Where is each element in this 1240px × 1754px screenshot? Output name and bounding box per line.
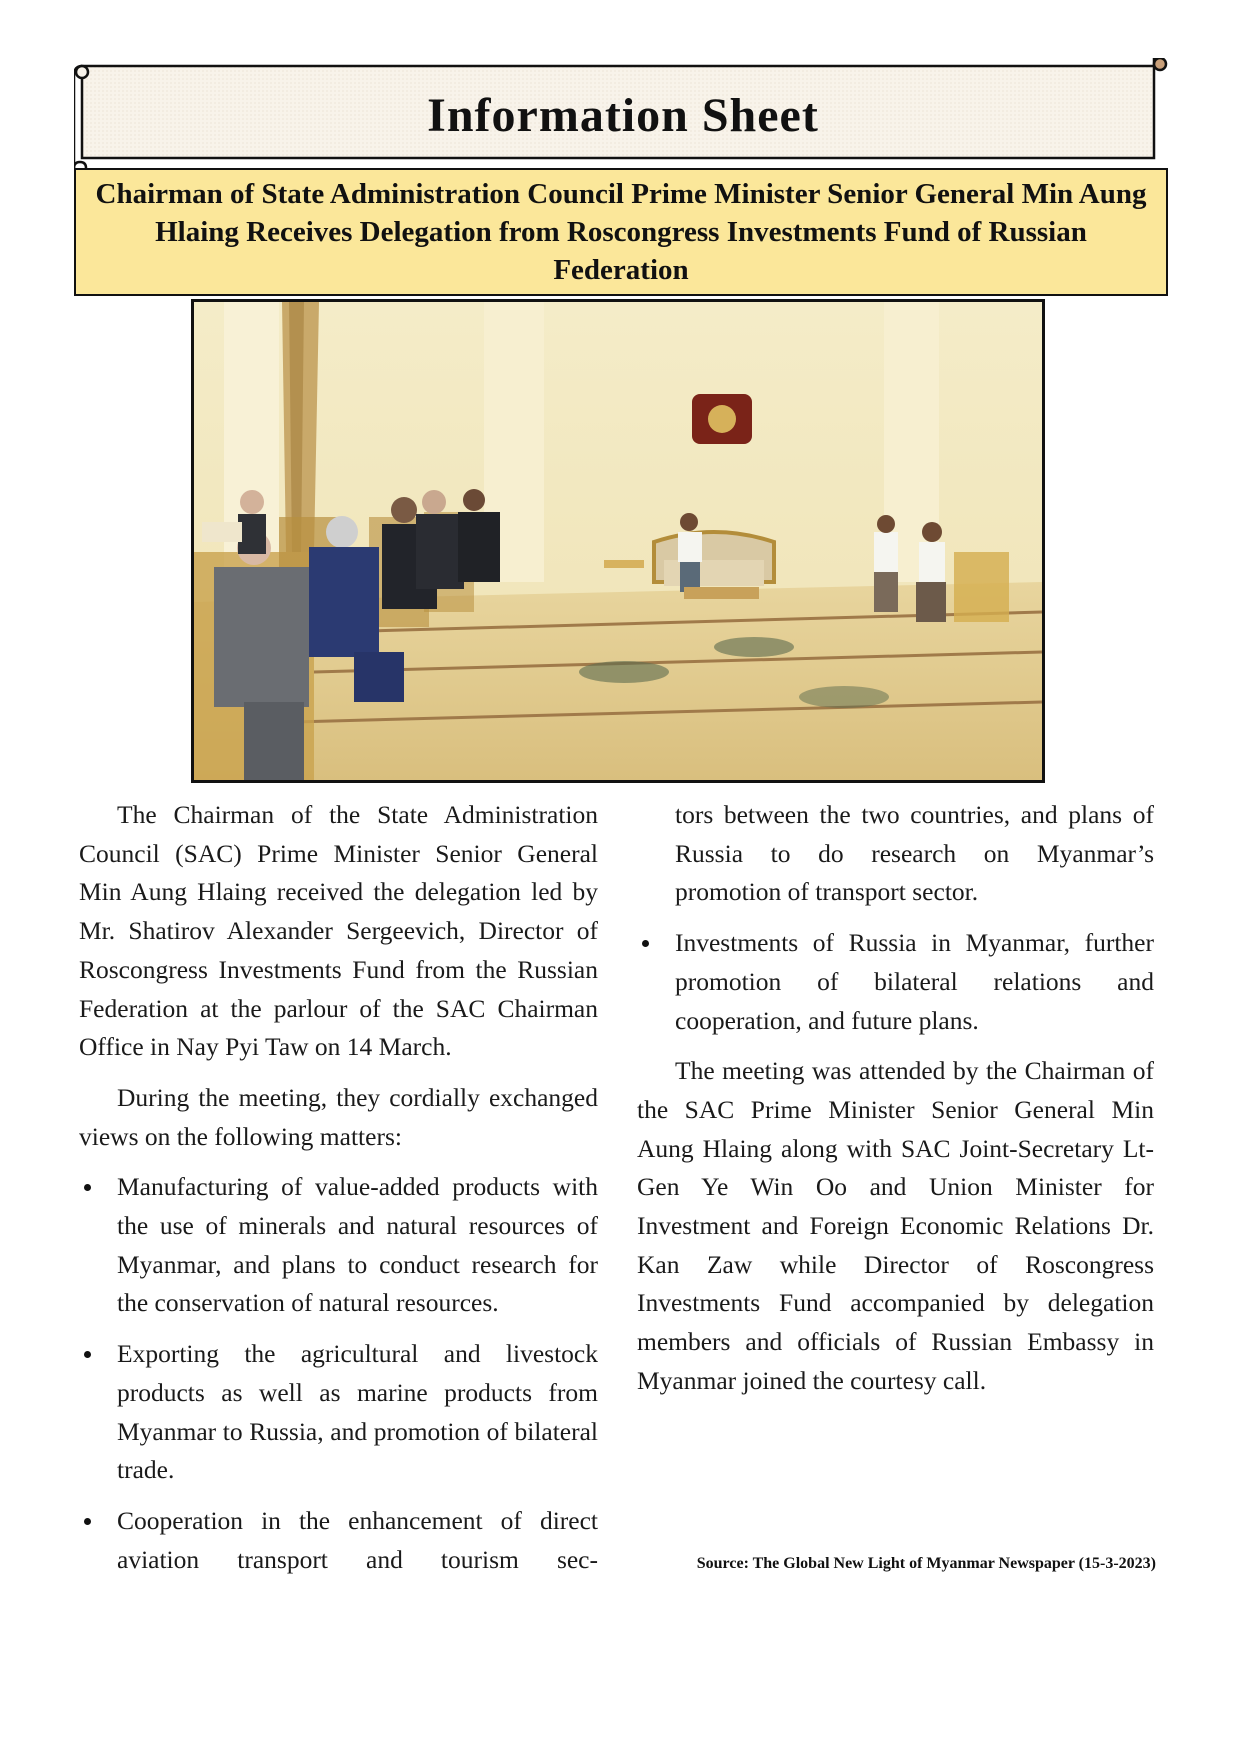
meeting-photo: [191, 299, 1045, 783]
title-banner: [74, 58, 1172, 168]
left-column: [79, 796, 598, 1591]
list-item: Investments of Russia in Myanmar, further promotion of bilateral relations and cooperation, and future plans.: [637, 924, 1154, 1040]
source-citation: Source: The Global New Light of Myanmar Newspaper (15-3-2023): [696, 1555, 1156, 1572]
right-column: [637, 796, 1154, 1413]
matters-list-continued: [637, 924, 1154, 1040]
list-item-continuation: tors between the two countries, and plans of Russia to do research on Myanmar’s promotion of transport sector.: [675, 800, 1154, 907]
page-title: Information Sheet: [427, 89, 819, 142]
matters-list: [79, 1168, 598, 1579]
headline-box: [74, 168, 1168, 296]
attendance-paragraph: The meeting was attended by the Chairman of the SAC Prime Minister Senior General Min Aung Hlaing along with SAC Joint-Secretary Lt-Gen Ye Win Oo and Union Minister for Investment and Foreign Economic Relations Dr. Kan Zaw while Director of Roscongress Investments Fund accompanied by delegation members and officials of Russian Embassy in Myanmar joined the courtesy call.: [637, 1056, 1154, 1395]
matters-intro-paragraph: During the meeting, they cordially exchanged views on the following matters:: [79, 1082, 598, 1151]
intro-paragraph: The Chairman of the State Administration Council (SAC) Prime Minister Senior General Min Aung Hlaing received the delegation led by Mr. Shatirov Alexander Sergeevich, Director of Roscongress Investments Fund from the Russian Federation at the parlour of the SAC Chairman Office in Nay Pyi Taw on 14 March.: [79, 800, 598, 1062]
list-item: Manufacturing of value-added products with the use of minerals and natural resources of Myanmar, and plans to conduct research for the conservation of natural resources.: [79, 1168, 598, 1323]
list-item: Exporting the agricultural and livestock products as well as marine products from Myanmar to Russia, and promotion of bilateral trade.: [79, 1335, 598, 1490]
list-item: Cooperation in the enhancement of direct aviation transport and tourism sec-: [79, 1502, 598, 1579]
headline-text: Chairman of State Administration Council Prime Minister Senior General Min Aung Hlaing Receives Delegation from Roscongress Investments Fund of Russian Federation: [95, 178, 1147, 286]
